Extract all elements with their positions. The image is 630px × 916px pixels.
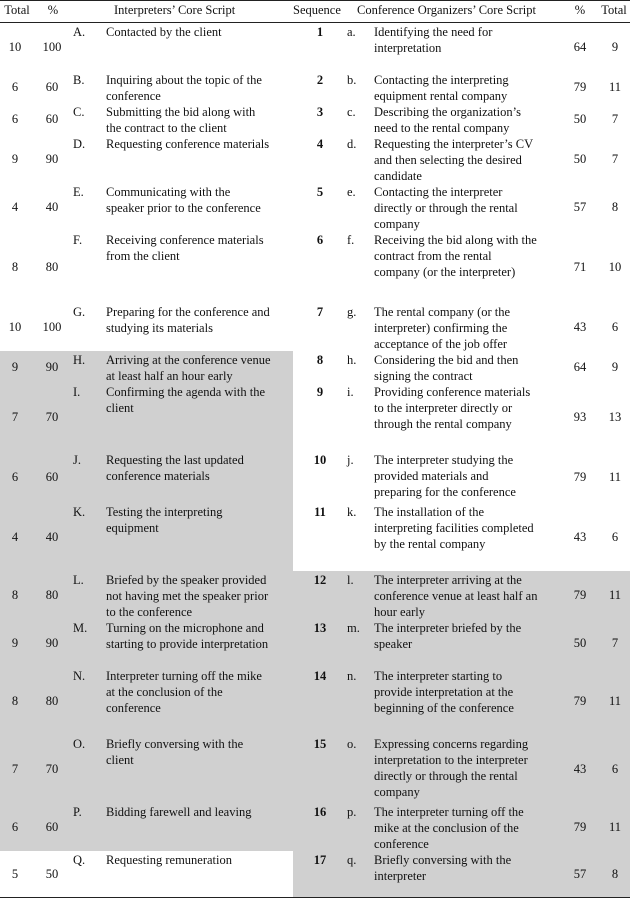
organizer-step-letter: m. (347, 621, 360, 635)
organizer-step-line: mike at the conclusion of the (374, 821, 519, 835)
interpreter-step-letter: F. (73, 233, 83, 247)
organizer-step-line: Contacting the interpreting (374, 73, 509, 87)
interpreter-step-letter: G. (73, 305, 86, 319)
organizer-step-line: interpretation to the interpreter (374, 753, 528, 767)
header-sequence: Sequence (293, 3, 341, 17)
percent-right-cell: 64 (573, 360, 587, 374)
header-total-left: Total (4, 3, 30, 17)
interpreter-step-line: Inquiring about the topic of the (106, 73, 262, 87)
organizer-step-letter: d. (347, 137, 357, 151)
total-right-cell: 11 (608, 694, 622, 708)
organizer-step-line: company (or the interpreter) (374, 265, 516, 279)
interpreter-step-line: Requesting remuneration (106, 853, 233, 867)
sequence-number: 9 (316, 385, 324, 399)
percent-right-cell: 79 (573, 588, 587, 602)
sequence-number: 12 (313, 573, 327, 587)
interpreter-step-line: conference materials (106, 469, 210, 483)
total-left-cell: 8 (11, 694, 19, 708)
interpreter-step-line: client (106, 401, 134, 415)
organizer-step-line: interpretation (374, 41, 442, 55)
organizer-step-letter: b. (347, 73, 357, 87)
sequence-number: 10 (313, 453, 327, 467)
total-left-cell: 6 (11, 112, 19, 126)
total-right-cell: 10 (608, 260, 622, 274)
total-left-cell: 10 (8, 40, 22, 54)
total-right-cell: 9 (611, 40, 619, 54)
interpreter-step-line: Contacted by the client (106, 25, 222, 39)
interpreter-step-line: at least half an hour early (106, 369, 233, 383)
percent-right-cell: 57 (573, 200, 587, 214)
organizer-step-line: Expressing concerns regarding (374, 737, 529, 751)
header-interpreters-core-script: Interpreters’ Core Script (114, 3, 236, 17)
sequence-number: 13 (313, 621, 327, 635)
organizer-step-line: interpreter (374, 869, 427, 883)
total-right-cell: 7 (611, 112, 619, 126)
total-right-cell: 11 (608, 820, 622, 834)
percent-left-cell: 90 (45, 360, 59, 374)
organizer-step-letter: l. (347, 573, 354, 587)
table-top-rule (0, 0, 630, 1)
organizer-step-line: by the rental company (374, 537, 486, 551)
percent-left-cell: 90 (45, 636, 59, 650)
interpreter-step-line: to the conference (106, 605, 193, 619)
interpreter-step-letter: J. (73, 453, 81, 467)
percent-left-cell: 80 (45, 694, 59, 708)
interpreter-step-letter: N. (73, 669, 86, 683)
sequence-number: 6 (316, 233, 324, 247)
organizer-step-line: The rental company (or the (374, 305, 511, 319)
organizer-step-letter: k. (347, 505, 357, 519)
header-organizers-core-script: Conference Organizers’ Core Script (357, 3, 536, 17)
interpreter-step-line: client (106, 753, 134, 767)
interpreter-step-letter: E. (73, 185, 84, 199)
interpreter-step-line: Confirming the agenda with the (106, 385, 265, 399)
organizer-step-line: The interpreter arriving at the (374, 573, 522, 587)
interpreter-step-line: studying its materials (106, 321, 213, 335)
organizer-step-line: provided materials and (374, 469, 489, 483)
interpreter-step-line: Briefly conversing with the (106, 737, 244, 751)
organizer-step-line: The interpreter turning off the (374, 805, 524, 819)
organizer-step-letter: h. (347, 353, 357, 367)
organizer-step-line: The interpreter studying the (374, 453, 514, 467)
total-left-cell: 9 (11, 360, 19, 374)
percent-right-cell: 79 (573, 694, 587, 708)
percent-left-cell: 80 (45, 260, 59, 274)
organizer-step-line: directly or through the rental (374, 769, 518, 783)
total-left-cell: 5 (11, 867, 19, 881)
sequence-number: 16 (313, 805, 327, 819)
organizer-step-letter: e. (347, 185, 356, 199)
organizer-step-line: conference venue at least half an (374, 589, 538, 603)
percent-left-cell: 70 (45, 410, 59, 424)
total-right-cell: 11 (608, 588, 622, 602)
percent-left-cell: 80 (45, 588, 59, 602)
interpreter-step-line: equipment (106, 521, 159, 535)
percent-right-cell: 43 (573, 762, 587, 776)
organizer-step-line: The interpreter briefed by the (374, 621, 522, 635)
interpreter-step-line: starting to provide interpretation (106, 637, 269, 651)
organizer-step-line: Briefly conversing with the (374, 853, 512, 867)
total-right-cell: 6 (611, 530, 619, 544)
total-right-cell: 11 (608, 470, 622, 484)
organizer-step-line: acceptance of the job offer (374, 337, 508, 351)
sequence-number: 5 (316, 185, 324, 199)
organizer-step-line: conference (374, 837, 429, 851)
organizer-step-line: Contacting the interpreter (374, 185, 503, 199)
interpreter-step-line: conference (106, 89, 161, 103)
interpreter-step-line: Requesting conference materials (106, 137, 270, 151)
percent-right-cell: 50 (573, 152, 587, 166)
header-percent-left: % (47, 3, 59, 17)
total-left-cell: 10 (8, 320, 22, 334)
percent-right-cell: 79 (573, 470, 587, 484)
percent-right-cell: 64 (573, 40, 587, 54)
organizer-step-line: interpreting facilities completed (374, 521, 534, 535)
total-right-cell: 9 (611, 360, 619, 374)
sequence-number: 7 (316, 305, 324, 319)
organizer-step-letter: a. (347, 25, 356, 39)
total-left-cell: 7 (11, 762, 19, 776)
organizer-step-letter: q. (347, 853, 357, 867)
percent-right-cell: 93 (573, 410, 587, 424)
total-left-cell: 9 (11, 636, 19, 650)
percent-left-cell: 40 (45, 530, 59, 544)
organizer-step-letter: j. (347, 453, 354, 467)
sequence-number: 3 (316, 105, 324, 119)
total-left-cell: 4 (11, 200, 19, 214)
percent-left-cell: 90 (45, 152, 59, 166)
percent-left-cell: 40 (45, 200, 59, 214)
interpreter-step-line: at the conclusion of the (106, 685, 223, 699)
interpreter-step-letter: B. (73, 73, 85, 87)
percent-right-cell: 43 (573, 530, 587, 544)
organizer-step-line: Providing conference materials (374, 385, 531, 399)
percent-left-cell: 50 (45, 867, 59, 881)
header-percent-right: % (574, 3, 586, 17)
organizer-step-line: directly or through the rental (374, 201, 518, 215)
organizer-step-line: The installation of the (374, 505, 485, 519)
table-bottom-rule (0, 897, 630, 898)
organizer-step-letter: n. (347, 669, 357, 683)
organizer-step-line: contract from the rental (374, 249, 492, 263)
total-left-cell: 9 (11, 152, 19, 166)
interpreter-step-line: Interpreter turning off the mike (106, 669, 262, 683)
organizer-step-line: hour early (374, 605, 426, 619)
organizer-step-line: Considering the bid and then (374, 353, 519, 367)
interpreter-step-line: Testing the interpreting (106, 505, 223, 519)
total-right-cell: 7 (611, 636, 619, 650)
percent-left-cell: 60 (45, 470, 59, 484)
interpreter-step-line: Communicating with the (106, 185, 231, 199)
percent-left-cell: 70 (45, 762, 59, 776)
interpreter-step-line: Requesting the last updated (106, 453, 244, 467)
organizer-step-line: Describing the organization’s (374, 105, 521, 119)
percent-right-cell: 57 (573, 867, 587, 881)
percent-right-cell: 50 (573, 636, 587, 650)
organizer-step-line: and then selecting the desired (374, 153, 522, 167)
interpreter-step-letter: K. (73, 505, 86, 519)
total-left-cell: 6 (11, 820, 19, 834)
percent-right-cell: 79 (573, 820, 587, 834)
organizer-step-line: beginning of the conference (374, 701, 514, 715)
interpreter-step-line: the contract to the client (106, 121, 227, 135)
header-bottom-rule (0, 22, 630, 23)
total-right-cell: 13 (608, 410, 622, 424)
interpreter-step-line: Arriving at the conference venue (106, 353, 271, 367)
interpreter-step-letter: P. (73, 805, 82, 819)
organizer-step-letter: g. (347, 305, 357, 319)
organizer-step-line: Identifying the need for (374, 25, 493, 39)
total-left-cell: 7 (11, 410, 19, 424)
organizer-step-line: company (374, 217, 420, 231)
total-left-cell: 4 (11, 530, 19, 544)
interpreter-step-letter: Q. (73, 853, 86, 867)
organizer-step-line: provide interpretation at the (374, 685, 514, 699)
interpreter-step-line: Preparing for the conference and (106, 305, 270, 319)
percent-left-cell: 60 (45, 80, 59, 94)
percent-left-cell: 100 (42, 320, 62, 334)
interpreter-step-letter: D. (73, 137, 86, 151)
interpreter-step-letter: L. (73, 573, 84, 587)
organizer-step-line: to the interpreter directly or (374, 401, 513, 415)
total-right-cell: 6 (611, 320, 619, 334)
percent-left-cell: 100 (42, 40, 62, 54)
total-left-cell: 6 (11, 80, 19, 94)
organizer-step-line: interpreter) confirming the (374, 321, 508, 335)
interpreter-step-letter: O. (73, 737, 86, 751)
organizer-step-line: through the rental company (374, 417, 512, 431)
total-left-cell: 8 (11, 260, 19, 274)
interpreter-step-line: not having met the speaker prior (106, 589, 269, 603)
organizer-step-line: speaker (374, 637, 413, 651)
organizer-step-line: candidate (374, 169, 422, 183)
interpreter-step-line: Submitting the bid along with (106, 105, 256, 119)
organizer-step-line: signing the contract (374, 369, 473, 383)
sequence-number: 17 (313, 853, 327, 867)
interpreter-step-letter: C. (73, 105, 85, 119)
interpreter-step-line: Briefed by the speaker provided (106, 573, 267, 587)
interpreter-step-line: Receiving conference materials (106, 233, 264, 247)
total-left-cell: 6 (11, 470, 19, 484)
total-right-cell: 7 (611, 152, 619, 166)
interpreter-step-line: Bidding farewell and leaving (106, 805, 252, 819)
interpreter-step-line: speaker prior to the conference (106, 201, 261, 215)
interpreter-step-letter: H. (73, 353, 86, 367)
organizer-step-letter: f. (347, 233, 355, 247)
percent-right-cell: 79 (573, 80, 587, 94)
percent-right-cell: 71 (573, 260, 587, 274)
interpreter-step-letter: A. (73, 25, 86, 39)
organizer-step-line: The interpreter starting to (374, 669, 503, 683)
organizer-step-line: company (374, 785, 420, 799)
percent-right-cell: 50 (573, 112, 587, 126)
interpreter-step-letter: I. (73, 385, 81, 399)
interpreter-step-line: from the client (106, 249, 180, 263)
total-left-cell: 8 (11, 588, 19, 602)
organizer-step-letter: p. (347, 805, 357, 819)
total-right-cell: 8 (611, 867, 619, 881)
organizer-step-letter: c. (347, 105, 356, 119)
total-right-cell: 8 (611, 200, 619, 214)
sequence-number: 2 (316, 73, 324, 87)
total-right-cell: 11 (608, 80, 622, 94)
organizer-step-line: Receiving the bid along with the (374, 233, 537, 247)
organizer-step-letter: o. (347, 737, 357, 751)
sequence-number: 11 (314, 505, 326, 519)
percent-left-cell: 60 (45, 112, 59, 126)
interpreter-step-line: conference (106, 701, 161, 715)
organizer-step-line: preparing for the conference (374, 485, 516, 499)
organizer-step-line: Requesting the interpreter’s CV (374, 137, 534, 151)
total-right-cell: 6 (611, 762, 619, 776)
organizer-step-line: equipment rental company (374, 89, 508, 103)
sequence-number: 1 (316, 25, 324, 39)
sequence-number: 15 (313, 737, 327, 751)
interpreter-step-line: Turning on the microphone and (106, 621, 264, 635)
interpreter-step-letter: M. (73, 621, 88, 635)
percent-right-cell: 43 (573, 320, 587, 334)
sequence-number: 8 (316, 353, 324, 367)
organizer-step-letter: i. (347, 385, 354, 399)
header-total-right: Total (601, 3, 627, 17)
sequence-number: 4 (316, 137, 324, 151)
percent-left-cell: 60 (45, 820, 59, 834)
sequence-number: 14 (313, 669, 327, 683)
organizer-step-line: need to the rental company (374, 121, 510, 135)
